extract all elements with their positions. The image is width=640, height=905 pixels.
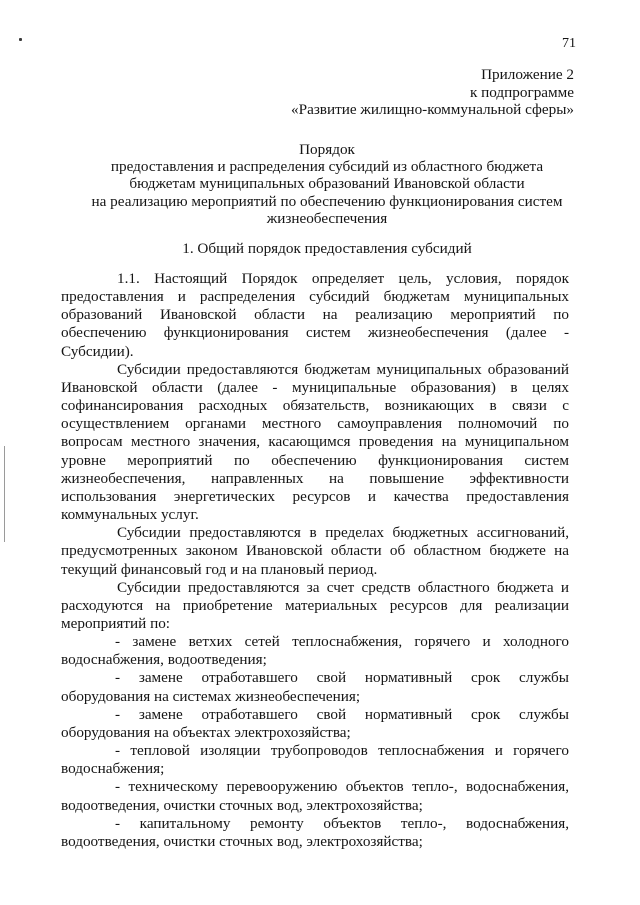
list-item: - замене ветхих сетей теплоснабжения, горячего и холодного водоснабжения, водоотведения;: [61, 633, 569, 669]
title-line: предоставления и распределения субсидий из областного бюджета: [110, 158, 544, 176]
scan-speck: [19, 38, 22, 41]
appendix-line: «Развитие жилищно-коммунальной сферы»: [291, 101, 574, 118]
body-text: [61, 270, 569, 851]
title-line: бюджетам муниципальных образований Ивановской области: [129, 175, 525, 193]
list-item: - техническому перевооружению объектов тепло-, водоснабжения, водоотведения, очистки сточных вод, электрохозяйства;: [61, 778, 569, 814]
appendix-header: [291, 66, 574, 119]
appendix-line: Приложение 2: [481, 66, 574, 83]
title-line: на реализацию мероприятий по обеспечению функционирования систем: [91, 192, 563, 210]
page-number: 71: [562, 36, 576, 51]
scan-edge-line: [4, 446, 5, 542]
list-item: - замене отработавшего свой нормативный срок службы оборудования на системах жизнеобеспечения;: [61, 669, 569, 705]
list-item: - капитальному ремонту объектов тепло-, водоснабжения, водоотведения, очистки сточных вод, электрохозяйства;: [61, 814, 569, 850]
paragraph: 1.1. Настоящий Порядок определяет цель, условия, порядок предоставления и распределения субсидий бюджетам муниципальных образований Ивановской области на реализацию мероприятий по обеспечению функционирования систем жизнеобеспечения (далее - Субсидии).: [61, 270, 569, 360]
title-line: жизнеобеспечения: [266, 209, 388, 227]
list-item: - замене отработавшего свой нормативный срок службы оборудования на объектах электрохозяйства;: [61, 705, 569, 741]
title-line: Порядок: [299, 141, 355, 158]
appendix-line: к подпрограмме: [469, 83, 574, 101]
list-item: - тепловой изоляции трубопроводов теплоснабжения и горячего водоснабжения;: [61, 742, 569, 778]
section-heading: 1. Общий порядок предоставления субсидий: [182, 240, 472, 257]
paragraph: Субсидии предоставляются бюджетам муниципальных образований Ивановской области (далее - муниципальные образования) в целях софинансирования расходных обязательств, возникающих в связи с осуществлением органами местного самоуправления полномочий по вопросам местного значения, касающимся проведения на муниципальном уровне мероприятий по обеспечению функционирования систем жизнеобеспечения, направленных на повышение эффективности использования энергетических ресурсов и качества предоставления коммунальных услуг.: [61, 360, 569, 524]
paragraph: Субсидии предоставляются за счет средств областного бюджета и расходуются на приобретение материальных ресурсов для реализации мероприятий по:: [61, 578, 569, 632]
paragraph: Субсидии предоставляются в пределах бюджетных ассигнований, предусмотренных законом Ивановской области об областном бюджете на текущий финансовый год и на плановый период.: [61, 524, 569, 578]
document-title: [60, 141, 594, 227]
